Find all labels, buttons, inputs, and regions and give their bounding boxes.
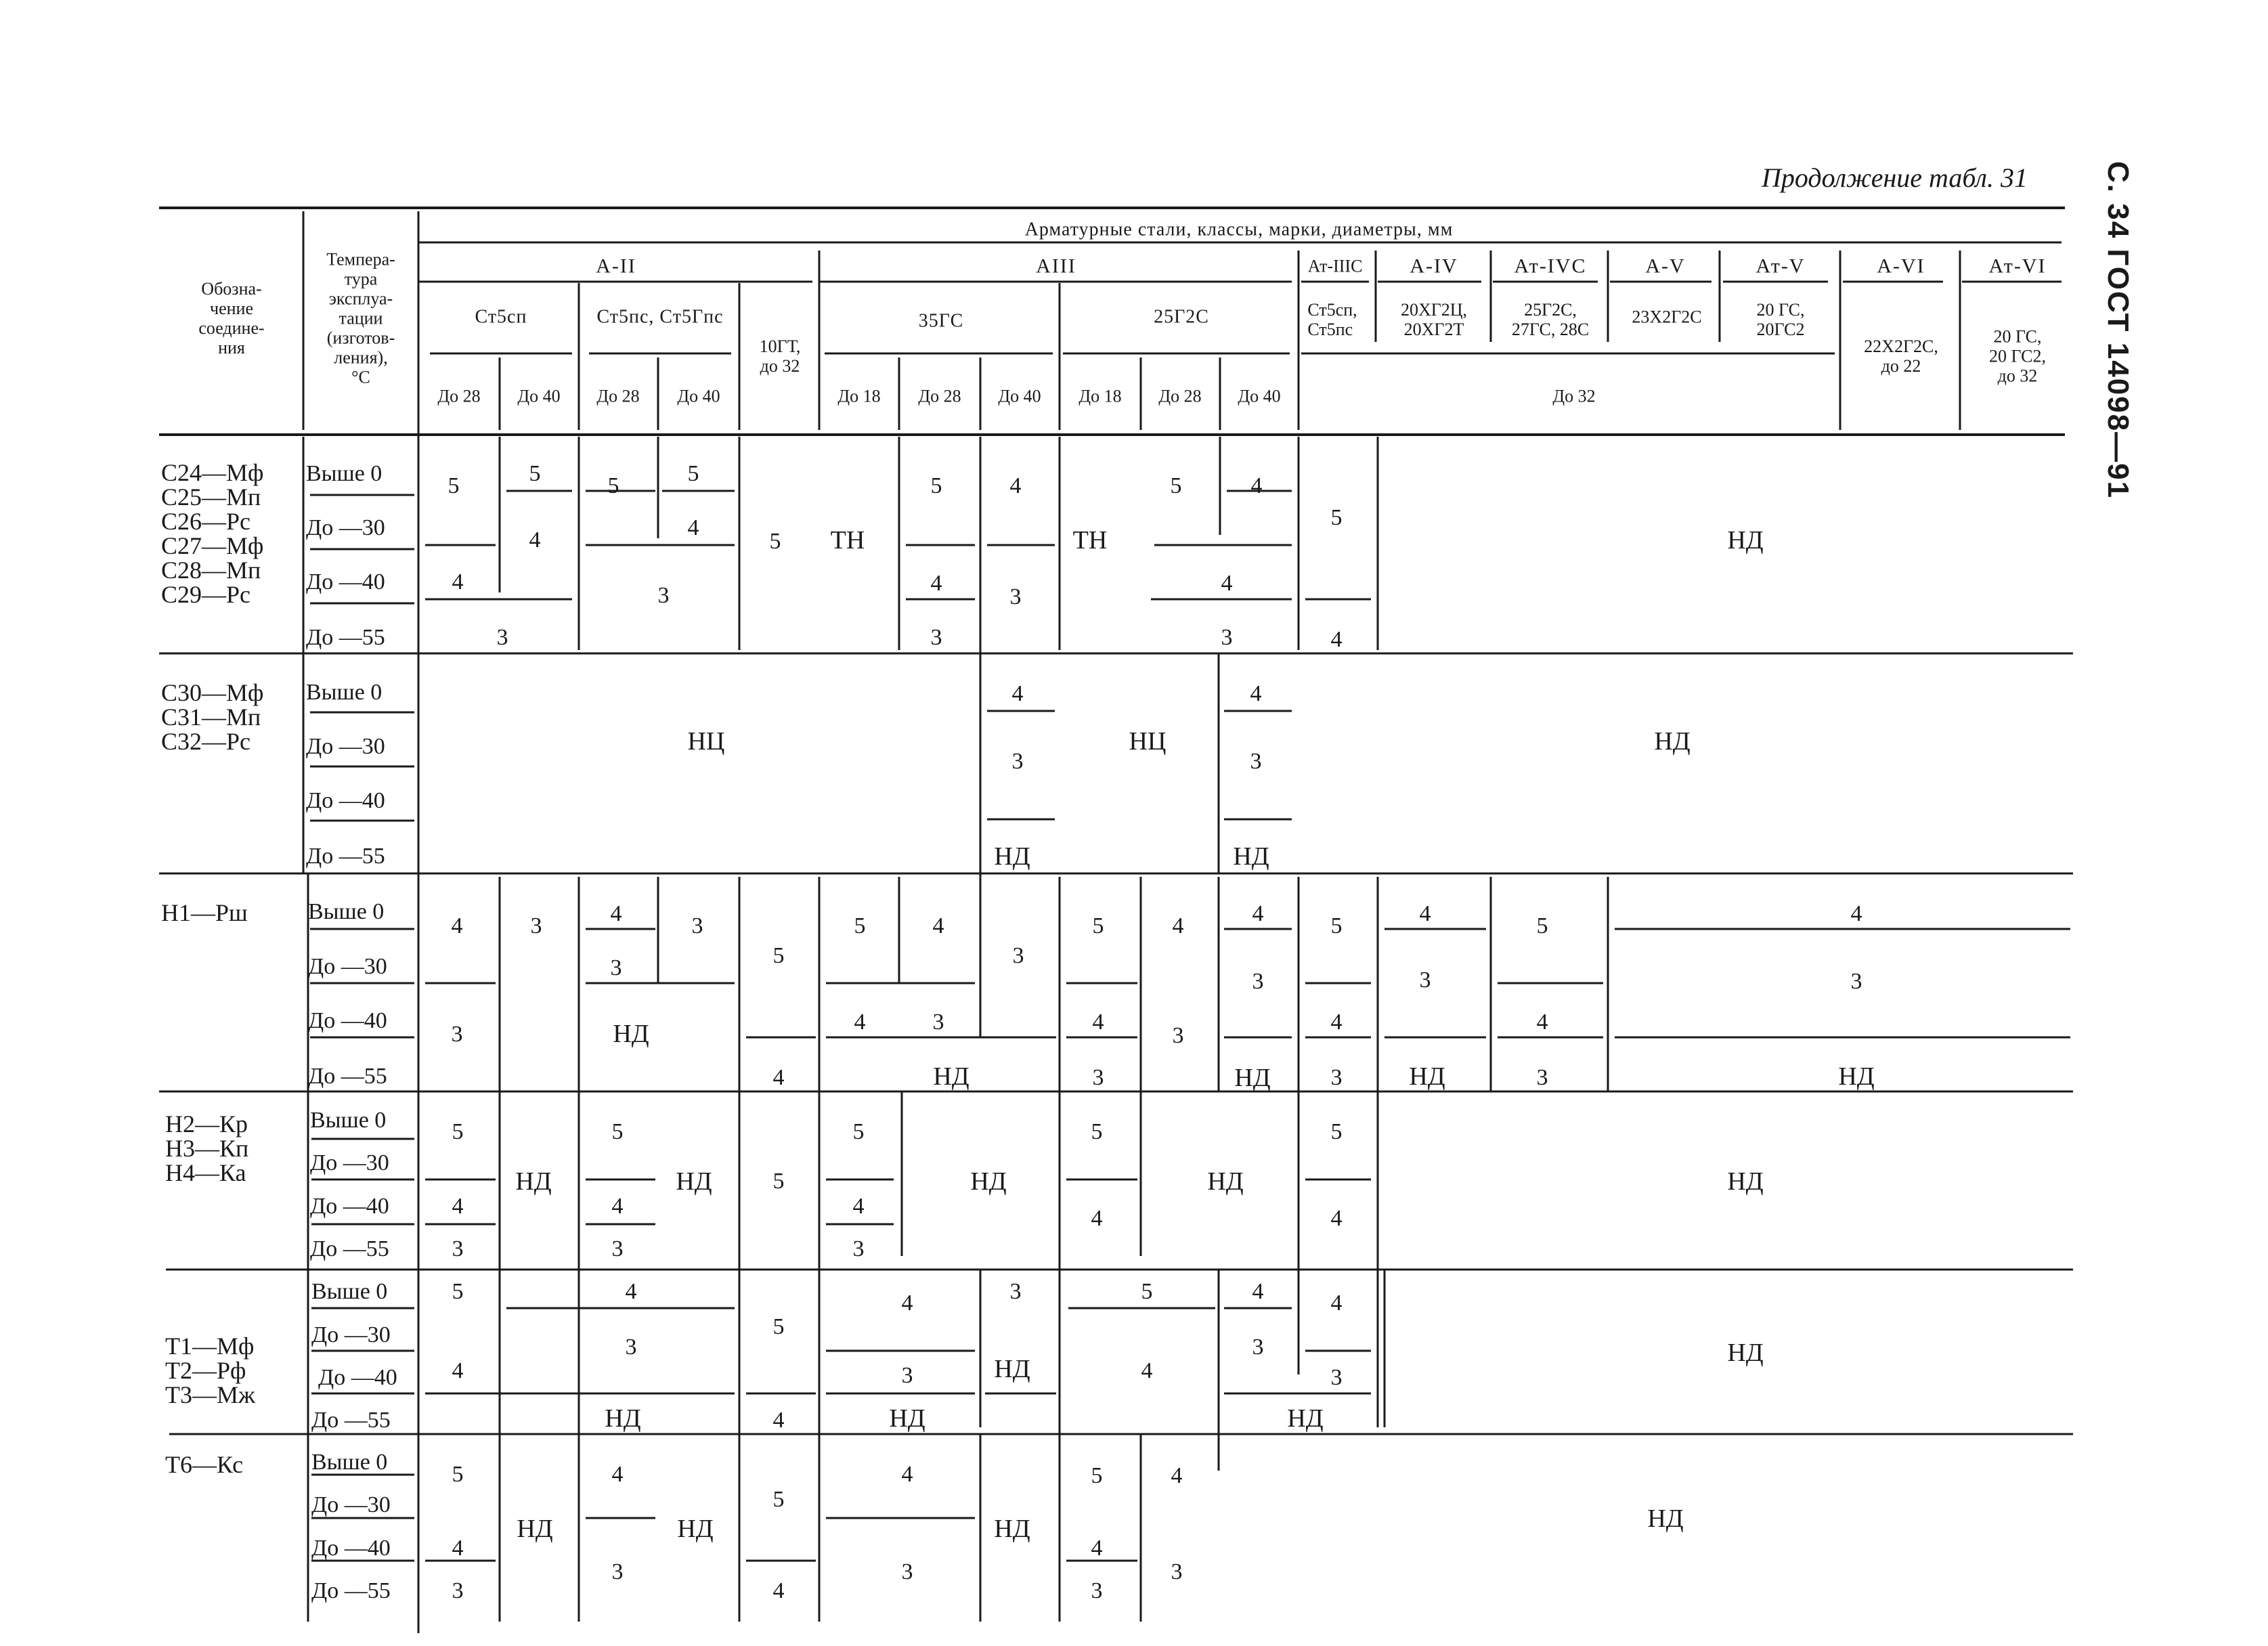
- cell-value: 5: [852, 1119, 865, 1144]
- cell-value: НД: [677, 1515, 714, 1543]
- cell-value: 3: [452, 1236, 464, 1261]
- temp-label: До —30: [311, 1322, 391, 1347]
- diam-st5sp-40: До 40: [517, 386, 561, 406]
- cell-value: 3: [1330, 1065, 1343, 1090]
- cell-value: 3: [1011, 749, 1024, 774]
- cell-value: НД: [1233, 842, 1269, 871]
- cell-value: 4: [1141, 1358, 1153, 1383]
- temp-label: До —30: [308, 954, 387, 979]
- cell-value: 3: [1252, 969, 1264, 994]
- cell-value: 4: [452, 569, 464, 594]
- temp-label: До —30: [306, 734, 385, 759]
- cell-value: 5: [1330, 913, 1343, 938]
- cell-value: 3: [1172, 1023, 1184, 1048]
- cell-value: 4: [1172, 913, 1184, 938]
- cell-value: 4: [1252, 901, 1264, 926]
- cell-value: 5: [772, 943, 785, 968]
- diam-st5ps-28: До 28: [596, 386, 640, 406]
- cell-value: 3: [1171, 1559, 1183, 1584]
- cell-value: НД: [613, 1020, 649, 1048]
- cell-value: 5: [1536, 913, 1548, 938]
- cell-value: 3: [496, 625, 508, 650]
- grade-a4: 20ХГ2Ц, 20ХГ2Т: [1400, 300, 1468, 339]
- cell-value: 3: [932, 1010, 944, 1035]
- cell-value: НД: [889, 1404, 925, 1433]
- cell-value: ТН: [830, 526, 865, 555]
- header-steels: Арматурные стали, классы, марки, диаметры, мм: [1024, 219, 1454, 240]
- cell-value: 4: [529, 527, 541, 553]
- cell-value: НД: [605, 1404, 641, 1433]
- cell-value: НЦ: [687, 727, 725, 756]
- diam-25g2s-18: До 18: [1078, 386, 1122, 406]
- cell-value: 4: [1330, 1010, 1343, 1035]
- temp-label: До —55: [311, 1578, 391, 1603]
- cell-value: 5: [452, 1462, 464, 1487]
- cell-value: 5: [769, 529, 781, 554]
- cell-value: НД: [1838, 1062, 1875, 1091]
- cell-value: 3: [1012, 943, 1024, 968]
- cell-value: 4: [854, 1010, 866, 1035]
- cell-value: НД: [1727, 1167, 1764, 1196]
- grade-at3c: Ст5сп, Ст5пс: [1307, 300, 1357, 339]
- grade-a5: 23Х2Г2С: [1632, 307, 1702, 327]
- cell-value: 3: [691, 913, 703, 938]
- class-a4: А-IV: [1410, 255, 1458, 278]
- cell-value: 4: [1252, 1279, 1264, 1304]
- cell-value: 4: [611, 1194, 624, 1219]
- table-caption: Продолжение табл. 31: [1761, 163, 2028, 193]
- cell-value: 4: [852, 1194, 865, 1219]
- cell-value: 5: [772, 1314, 785, 1339]
- cell-value: 3: [852, 1236, 865, 1261]
- temp-label: До —30: [306, 515, 385, 540]
- cell-value: 5: [1092, 913, 1104, 938]
- cell-value: 5: [854, 913, 866, 938]
- cell-value: 3: [1250, 749, 1262, 774]
- temp-label: Выше 0: [311, 1450, 388, 1475]
- group-codes: Н2—Кр Н3—Кп Н4—Ка: [165, 1110, 249, 1186]
- cell-value: 5: [1170, 473, 1182, 498]
- cell-value: 3: [1009, 584, 1022, 609]
- cell-value: НД: [1647, 1504, 1684, 1533]
- cell-value: НД: [515, 1167, 552, 1196]
- cell-value: 3: [1221, 625, 1233, 650]
- cell-value: 3: [930, 625, 942, 650]
- cell-value: 5: [687, 461, 699, 486]
- cell-value: 4: [451, 913, 463, 938]
- diam-25g2s-28: До 28: [1158, 386, 1202, 406]
- cell-value: 4: [1011, 681, 1024, 706]
- grade-st5sp: Ст5сп: [475, 306, 527, 328]
- temp-label: Выше 0: [308, 899, 385, 924]
- cell-value: 4: [625, 1279, 637, 1304]
- cell-value: 3: [610, 955, 622, 980]
- cell-value: 3: [901, 1363, 913, 1388]
- cell-value: НД: [994, 1355, 1030, 1383]
- cell-value: НД: [676, 1167, 712, 1196]
- cell-value: 5: [1091, 1463, 1103, 1488]
- cell-value: 5: [611, 1119, 624, 1144]
- cell-value: 5: [1141, 1279, 1153, 1304]
- cell-value: НД: [1234, 1064, 1271, 1092]
- running-header-text: С. 34 ГОСТ 14098—91: [2101, 161, 2135, 500]
- cell-value: 5: [529, 461, 541, 486]
- cell-value: 3: [1092, 1065, 1104, 1090]
- grade-at6: 20 ГС, 20 ГС2, до 32: [1988, 326, 2047, 386]
- cell-value: 5: [1091, 1119, 1103, 1144]
- cell-value: 5: [452, 1119, 464, 1144]
- group-codes: С30—Мф С31—Мп С32—Рс: [161, 679, 264, 755]
- group-codes: Н1—Рш: [161, 899, 248, 926]
- cell-value: 5: [772, 1487, 785, 1512]
- temp-label: Выше 0: [306, 680, 383, 705]
- cell-value: НД: [1654, 727, 1691, 756]
- diam-35gs-40: До 40: [998, 386, 1041, 406]
- cell-value: 3: [452, 1578, 464, 1603]
- group-codes: Т6—Кс: [165, 1451, 244, 1478]
- header-designation: Обозна- чение соедине- ния: [198, 279, 265, 358]
- temp-label: Выше 0: [311, 1279, 388, 1304]
- class-a3: АIII: [1036, 255, 1076, 278]
- cell-value: 4: [772, 1408, 785, 1433]
- cell-value: 3: [611, 1559, 624, 1584]
- class-a5: А-V: [1645, 255, 1686, 278]
- cell-value: НД: [1727, 526, 1764, 555]
- cell-value: 4: [932, 913, 944, 938]
- cell-value: 5: [1330, 505, 1343, 530]
- temp-label: До —40: [318, 1365, 397, 1390]
- cell-value: 3: [1091, 1578, 1103, 1603]
- cell-value: 5: [930, 473, 942, 498]
- cell-value: НД: [1409, 1062, 1445, 1091]
- cell-value: 4: [1330, 1291, 1343, 1316]
- cell-value: 3: [657, 583, 670, 608]
- cell-value: 3: [901, 1559, 913, 1584]
- cell-value: 4: [772, 1578, 785, 1603]
- temp-label: До —55: [306, 844, 385, 869]
- class-a2: А-II: [596, 255, 636, 278]
- cell-value: НД: [1727, 1339, 1764, 1367]
- cell-value: 5: [452, 1279, 464, 1304]
- cell-value: 4: [1091, 1536, 1103, 1561]
- temp-label: До —40: [306, 569, 385, 594]
- cell-value: 3: [451, 1022, 463, 1047]
- cell-value: 4: [772, 1065, 785, 1090]
- grade-st5ps: Ст5пс, Ст5Гпс: [596, 306, 724, 328]
- cell-value: 4: [1091, 1206, 1103, 1231]
- cell-value: НД: [1287, 1404, 1324, 1433]
- cell-value: НД: [994, 842, 1030, 871]
- class-at4c: Ат-IVС: [1514, 255, 1587, 278]
- cell-value: 3: [1850, 969, 1862, 994]
- cell-value: 3: [611, 1236, 624, 1261]
- cell-value: 4: [1330, 627, 1343, 652]
- temp-label: Выше 0: [310, 1108, 387, 1133]
- temp-label: До —30: [310, 1150, 389, 1175]
- cell-value: 5: [1330, 1119, 1343, 1144]
- cell-value: 4: [452, 1536, 464, 1561]
- cell-value: 4: [901, 1462, 913, 1487]
- cell-value: 4: [930, 571, 942, 596]
- cell-value: НД: [1207, 1167, 1244, 1196]
- cell-value: 4: [1250, 681, 1262, 706]
- class-at5: Ат-V: [1755, 255, 1806, 278]
- cell-value: 4: [1171, 1463, 1183, 1488]
- grade-35gs: 35ГС: [918, 310, 964, 332]
- temp-label: До —55: [308, 1064, 387, 1089]
- cell-value: 4: [901, 1291, 913, 1316]
- cell-value: 4: [1330, 1206, 1343, 1231]
- group-codes: Т1—Мф Т2—Рф Т3—Мж: [165, 1333, 255, 1408]
- grade-at5: 20 ГС, 20ГС2: [1756, 300, 1805, 339]
- temp-label: До —55: [311, 1408, 391, 1433]
- cell-value: 4: [452, 1194, 464, 1219]
- cell-value: 4: [610, 901, 622, 926]
- class-at6: Ат-VI: [1988, 255, 2047, 278]
- cell-value: 4: [1850, 901, 1862, 926]
- grade-at4c: 25Г2С, 27ГС, 28С: [1511, 300, 1590, 339]
- cell-value: 4: [1092, 1010, 1104, 1035]
- cell-value: ТН: [1072, 526, 1108, 555]
- cell-value: 3: [1009, 1279, 1022, 1304]
- cell-value: НД: [970, 1167, 1007, 1196]
- cell-value: 3: [1419, 968, 1431, 993]
- temp-label: До —40: [310, 1194, 389, 1219]
- cell-value: 3: [1330, 1365, 1343, 1390]
- grade-10gt: 10ГТ, до 32: [759, 337, 801, 376]
- diam-st5ps-40: До 40: [677, 386, 720, 406]
- cell-value: 4: [1009, 473, 1022, 498]
- cell-value: 4: [1221, 571, 1233, 596]
- cell-value: 4: [1250, 473, 1263, 498]
- cell-value: 3: [1252, 1335, 1264, 1360]
- grade-25g2s: 25Г2С: [1154, 306, 1209, 328]
- cell-value: 5: [607, 473, 619, 498]
- temp-label: До —55: [310, 1236, 389, 1261]
- cell-value: 5: [772, 1169, 785, 1194]
- header-temperature: Темпера- тура эксплуа- тации (изготов- ления), °С: [326, 249, 395, 387]
- class-at3c: Ат-IIIС: [1307, 256, 1363, 276]
- cell-value: 4: [452, 1358, 464, 1383]
- cell-value: НД: [517, 1515, 553, 1543]
- group-codes: С24—Мф С25—Мп С26—Рс С27—Мф С28—Мп С29—Рс: [161, 459, 264, 608]
- temp-label: До —40: [306, 788, 385, 813]
- cell-value: НД: [933, 1062, 969, 1091]
- temp-label: Выше 0: [306, 461, 383, 486]
- cell-value: 4: [1419, 901, 1431, 926]
- class-a6: А-VI: [1877, 255, 1925, 278]
- temp-label: До —55: [306, 625, 385, 650]
- temp-label: До —30: [311, 1492, 391, 1517]
- cell-value: 3: [530, 913, 542, 938]
- cell-value: 3: [625, 1335, 637, 1360]
- cell-value: 5: [448, 473, 460, 498]
- cell-value: 3: [1536, 1065, 1548, 1090]
- temp-label: До —40: [308, 1008, 387, 1033]
- diam-35gs-28: До 28: [918, 386, 961, 406]
- diam-25g2s-40: До 40: [1238, 386, 1281, 406]
- cell-value: 4: [611, 1462, 624, 1487]
- diam-up-to-32: До 32: [1552, 386, 1596, 406]
- cell-value: НЦ: [1129, 727, 1166, 756]
- diam-st5sp-28: До 28: [437, 386, 481, 406]
- cell-value: 4: [687, 515, 699, 540]
- temp-label: До —40: [311, 1536, 391, 1561]
- cell-value: НД: [994, 1515, 1030, 1543]
- diam-35gs-18: До 18: [837, 386, 881, 406]
- cell-value: 4: [1536, 1010, 1548, 1035]
- grade-a6: 22Х2Г2С, до 22: [1864, 337, 1938, 376]
